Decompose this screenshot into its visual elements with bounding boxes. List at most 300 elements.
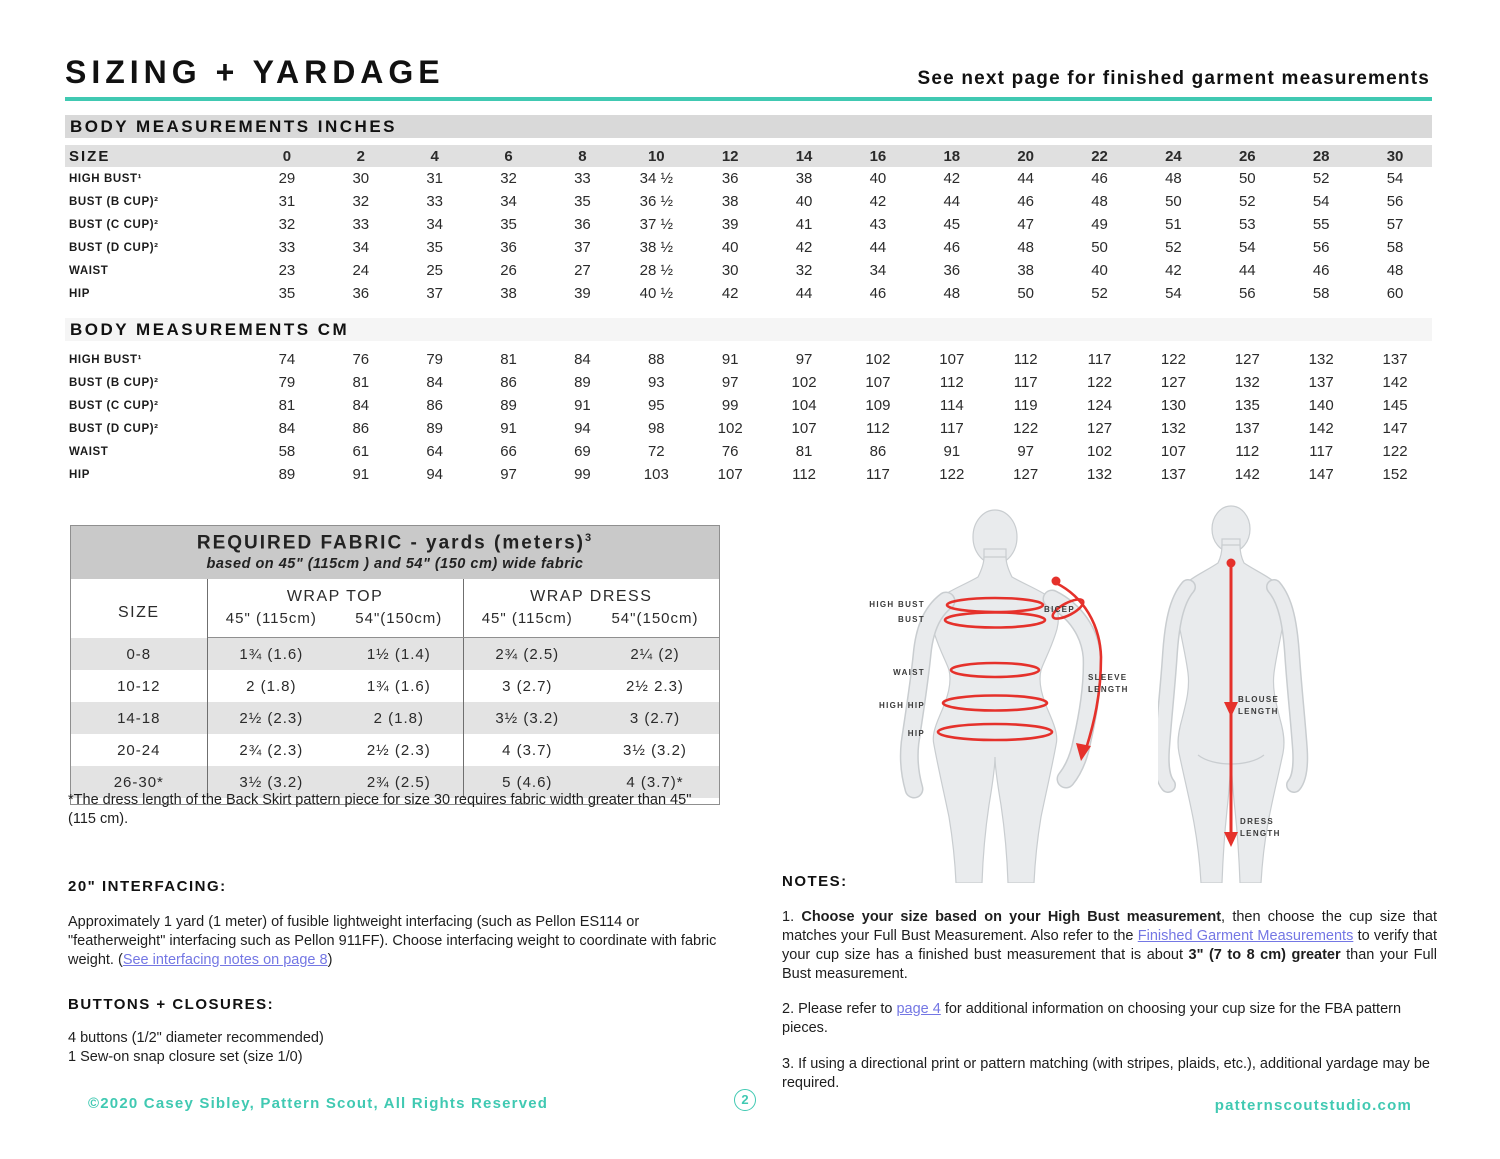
table-cell: 140 bbox=[1308, 397, 1334, 414]
table-cell: 56 bbox=[1386, 193, 1404, 210]
table-cell: 91 bbox=[500, 420, 517, 437]
table-cell: 43 bbox=[869, 216, 887, 233]
table-cell: 46 bbox=[869, 285, 887, 302]
size-col: 8 bbox=[546, 145, 620, 167]
table-cell: 39 bbox=[574, 285, 591, 302]
bust-label: BUST bbox=[898, 615, 925, 624]
measurement-diagram bbox=[850, 500, 1450, 885]
table-cell: 40 bbox=[869, 170, 887, 187]
table-cell: 33 bbox=[574, 170, 591, 187]
cm-section-heading: BODY MEASUREMENTS CM bbox=[65, 318, 1432, 341]
table-cell: 48 bbox=[1017, 239, 1035, 256]
table-cell: 31 bbox=[278, 193, 296, 210]
notes-heading: NOTES: bbox=[782, 873, 848, 890]
buttons-line: 4 buttons (1/2" diameter recommended) bbox=[68, 1030, 324, 1046]
table-cell: 109 bbox=[865, 397, 891, 414]
table-cell: 107 bbox=[939, 351, 965, 368]
table-cell: 127 bbox=[1234, 351, 1260, 368]
row-label: WAIST bbox=[69, 264, 109, 277]
table-cell: 58 bbox=[278, 443, 296, 460]
table-cell: 42 bbox=[795, 239, 813, 256]
table-cell: 74 bbox=[278, 351, 296, 368]
table-cell: 132 bbox=[1087, 466, 1113, 483]
table-cell: 64 bbox=[426, 443, 444, 460]
table-cell: 54 bbox=[1238, 239, 1256, 256]
table-cell: 50 bbox=[1091, 239, 1108, 256]
row-label: 0-8 bbox=[71, 638, 207, 671]
wrap-top-header: WRAP TOP bbox=[207, 579, 463, 607]
table-cell: 42 bbox=[943, 170, 961, 187]
buttons-closures-heading: BUTTONS + CLOSURES: bbox=[68, 996, 275, 1013]
table-cell: 57 bbox=[1386, 216, 1404, 233]
neck-point bbox=[1227, 559, 1236, 568]
table-cell: 1½ (1.4) bbox=[335, 638, 463, 671]
table-cell: 34 bbox=[352, 239, 370, 256]
table-row bbox=[71, 734, 719, 766]
table-cell: 3½ (3.2) bbox=[495, 709, 560, 727]
size-col: 10 bbox=[619, 145, 693, 167]
waist-label: WAIST bbox=[893, 668, 925, 677]
table-cell: 107 bbox=[865, 374, 891, 391]
fabric-size-header: SIZE bbox=[71, 579, 207, 638]
table-cell: 38 ½ bbox=[639, 239, 673, 256]
table-cell: 112 bbox=[939, 374, 964, 391]
size-col: 20 bbox=[989, 145, 1063, 167]
table-cell: 61 bbox=[352, 443, 370, 460]
table-cell: 44 bbox=[1238, 262, 1256, 279]
table-cell: 117 bbox=[865, 466, 890, 483]
size-col: 12 bbox=[693, 145, 767, 167]
table-cell: 32 bbox=[795, 262, 813, 279]
table-cell: 79 bbox=[426, 351, 444, 368]
interfacing-heading: 20" INTERFACING: bbox=[68, 878, 227, 895]
table-cell: 3½ (3.2) bbox=[239, 773, 304, 791]
table-cell: 2¾ (2.3) bbox=[239, 741, 304, 759]
table-cell: 127 bbox=[1087, 420, 1113, 437]
table-cell: 84 bbox=[574, 351, 591, 368]
table-cell: 50 bbox=[1165, 193, 1182, 210]
fabric-subtitle: based on 45" (115cm ) and 54" (150 cm) wide fabric bbox=[206, 556, 584, 573]
col-header: 54"(150cm) bbox=[591, 607, 719, 638]
table-cell: 47 bbox=[1017, 216, 1035, 233]
table-cell: 56 bbox=[1238, 285, 1256, 302]
inches-section bbox=[65, 115, 1432, 305]
table-cell: 122 bbox=[1382, 443, 1408, 460]
table-cell: 53 bbox=[1238, 216, 1256, 233]
accent-divider bbox=[65, 97, 1432, 101]
table-cell: 58 bbox=[1312, 285, 1330, 302]
table-cell: 48 bbox=[1386, 262, 1404, 279]
page-title: SIZING + YARDAGE bbox=[65, 54, 445, 90]
table-cell: 69 bbox=[574, 443, 591, 460]
table-cell: 107 bbox=[1160, 443, 1186, 460]
size-col: 2 bbox=[324, 145, 398, 167]
row-label: HIP bbox=[69, 468, 90, 481]
table-cell: 137 bbox=[1234, 420, 1260, 437]
table-cell: 89 bbox=[500, 397, 517, 414]
table-cell: 31 bbox=[426, 170, 444, 187]
cm-table bbox=[65, 348, 1432, 486]
table-row bbox=[65, 190, 1432, 213]
row-label: BUST (B CUP)² bbox=[69, 376, 159, 389]
table-cell: 117 bbox=[1309, 443, 1334, 460]
table-cell: 55 bbox=[1312, 216, 1330, 233]
dress-length-arrowhead bbox=[1224, 832, 1238, 847]
size-col: 22 bbox=[1063, 145, 1137, 167]
table-cell: 2¾ (2.5) bbox=[495, 645, 560, 663]
table-cell: 48 bbox=[943, 285, 961, 302]
table-cell: 122 bbox=[1013, 420, 1039, 437]
table-cell: 127 bbox=[1160, 374, 1186, 391]
table-cell: 3 (2.7) bbox=[629, 709, 681, 727]
table-cell: 42 bbox=[721, 285, 739, 302]
table-cell: 66 bbox=[500, 443, 517, 460]
row-label: HIP bbox=[69, 287, 90, 300]
table-cell: 36 bbox=[500, 239, 517, 256]
table-cell: 2 (1.8) bbox=[246, 677, 297, 695]
table-row bbox=[65, 394, 1432, 417]
table-cell: 60 bbox=[1386, 285, 1404, 302]
sleeve-length-label: SLEEVE LENGTH bbox=[1088, 673, 1129, 694]
size-header-row bbox=[65, 145, 1432, 167]
row-label: 10-12 bbox=[71, 670, 207, 702]
table-cell: 36 bbox=[943, 262, 961, 279]
row-label: BUST (D CUP)² bbox=[69, 241, 159, 254]
table-cell: 26 bbox=[500, 262, 517, 279]
table-cell: 76 bbox=[721, 443, 739, 460]
table-cell: 137 bbox=[1382, 351, 1408, 368]
table-cell: 2½ (2.3) bbox=[239, 709, 304, 727]
table-row bbox=[65, 259, 1432, 282]
table-cell: 30 bbox=[352, 170, 370, 187]
table-cell: 45 bbox=[943, 216, 961, 233]
table-cell: 5 (4.6) bbox=[502, 773, 553, 791]
table-cell: 40 ½ bbox=[639, 285, 673, 302]
table-row bbox=[65, 417, 1432, 440]
table-cell: 44 bbox=[1017, 170, 1035, 187]
table-cell: 127 bbox=[1013, 466, 1039, 483]
table-cell: 122 bbox=[1087, 374, 1113, 391]
table-cell: 95 bbox=[647, 397, 665, 414]
table-cell: 142 bbox=[1234, 466, 1260, 483]
page-number-badge: 2 bbox=[734, 1089, 756, 1111]
table-row bbox=[65, 348, 1432, 371]
table-cell: 94 bbox=[574, 420, 591, 437]
bicep-label: BICEP bbox=[1044, 605, 1075, 614]
table-cell: 3½ (3.2) bbox=[623, 741, 687, 759]
row-label: 20-24 bbox=[71, 734, 207, 766]
table-cell: 99 bbox=[721, 397, 739, 414]
table-cell: 112 bbox=[865, 420, 890, 437]
table-cell: 54 bbox=[1312, 193, 1330, 210]
row-label: 14-18 bbox=[71, 702, 207, 734]
table-cell: 41 bbox=[795, 216, 813, 233]
table-cell: 42 bbox=[1165, 262, 1182, 279]
table-cell: 137 bbox=[1160, 466, 1186, 483]
table-cell: 130 bbox=[1160, 397, 1186, 414]
table-cell: 46 bbox=[1091, 170, 1108, 187]
row-label: BUST (C CUP)² bbox=[69, 399, 159, 412]
interfacing-text: Approximately 1 yard (1 meter) of fusible lightweight interfacing (such as Pellon ES114 or "featherweight" interfacing such as Pellon 911FF). Choose interfacing weight to coordinate with fabric weight. ( bbox=[68, 914, 717, 968]
table-cell: 48 bbox=[1165, 170, 1182, 187]
table-cell: 124 bbox=[1087, 397, 1113, 414]
fabric-group-header-row bbox=[71, 579, 719, 607]
footer-website: patternscoutstudio.com bbox=[1214, 1097, 1412, 1114]
table-cell: 37 ½ bbox=[639, 216, 673, 233]
size-col: 18 bbox=[915, 145, 989, 167]
high-bust-label: HIGH BUST bbox=[869, 600, 925, 609]
table-cell: 81 bbox=[500, 351, 517, 368]
table-cell: 107 bbox=[717, 466, 743, 483]
interfacing-text-close: ) bbox=[327, 951, 333, 968]
table-cell: 132 bbox=[1234, 374, 1260, 391]
table-row bbox=[65, 282, 1432, 305]
inches-section-heading: BODY MEASUREMENTS INCHES bbox=[65, 115, 1432, 138]
table-cell: 88 bbox=[647, 351, 665, 368]
table-cell: 2¾ (2.5) bbox=[335, 766, 463, 798]
row-label: HIGH BUST¹ bbox=[69, 353, 143, 366]
table-cell: 89 bbox=[574, 374, 591, 391]
table-cell: 117 bbox=[1087, 351, 1112, 368]
table-cell: 137 bbox=[1308, 374, 1334, 391]
table-cell: 117 bbox=[1013, 374, 1038, 391]
table-cell: 35 bbox=[426, 239, 444, 256]
table-cell: 102 bbox=[865, 351, 891, 368]
table-row bbox=[65, 371, 1432, 394]
table-cell: 97 bbox=[721, 374, 739, 391]
table-cell: 25 bbox=[426, 262, 444, 279]
table-cell: 4 (3.7) bbox=[502, 741, 553, 759]
col-header: 45" (115cm) bbox=[207, 607, 335, 638]
row-label: BUST (B CUP)² bbox=[69, 195, 159, 208]
table-cell: 42 bbox=[869, 193, 887, 210]
finished-garment-measurements-link[interactable]: Finished Garment Measurements bbox=[1137, 927, 1354, 944]
row-label: HIGH BUST¹ bbox=[69, 172, 143, 185]
table-cell: 84 bbox=[278, 420, 296, 437]
high-hip-label: HIGH HIP bbox=[879, 701, 925, 710]
size-col: 4 bbox=[398, 145, 472, 167]
header-note: See next page for finished garment measurements bbox=[917, 68, 1430, 89]
cm-section bbox=[65, 318, 1432, 486]
table-cell: 35 bbox=[278, 285, 296, 302]
table-cell: 23 bbox=[278, 262, 296, 279]
table-cell: 86 bbox=[426, 397, 444, 414]
size-col: 0 bbox=[250, 145, 324, 167]
note-3: 3. If using a directional print or pattern matching (with stripes, plaids, etc.), additional yardage may be required. bbox=[782, 1056, 1430, 1091]
note-1-bold-2: 3" (7 to 8 cm) greater bbox=[1188, 946, 1341, 963]
size-col: 24 bbox=[1137, 145, 1211, 167]
table-cell: 132 bbox=[1160, 420, 1186, 437]
page-4-link[interactable]: page 4 bbox=[896, 1001, 941, 1017]
table-cell: 29 bbox=[278, 170, 296, 187]
table-cell: 34 bbox=[500, 193, 517, 210]
table-cell: 37 bbox=[426, 285, 444, 302]
table-cell: 135 bbox=[1234, 397, 1260, 414]
table-cell: 112 bbox=[1235, 443, 1260, 460]
table-cell: 94 bbox=[426, 466, 444, 483]
table-cell: 81 bbox=[795, 443, 813, 460]
table-cell: 33 bbox=[352, 216, 370, 233]
table-cell: 2 (1.8) bbox=[335, 702, 463, 734]
table-cell: 93 bbox=[647, 374, 665, 391]
fabric-title-superscript: 3 bbox=[585, 532, 594, 544]
table-cell: 35 bbox=[574, 193, 591, 210]
table-cell: 102 bbox=[1087, 443, 1113, 460]
size-col: 16 bbox=[841, 145, 915, 167]
note-1: 1. Choose your size based on your High Bust measurement, then choose the cup size that matches your Full Bust Measurement. Also refer to the Finished Garment Measurements to verify that your cup size has a finished bust measurement that is about 3" (7 to 8 cm) greater than your Full Bust measurement. bbox=[782, 909, 1438, 982]
table-cell: 52 bbox=[1165, 239, 1182, 256]
table-cell: 122 bbox=[1160, 351, 1186, 368]
table-cell: 44 bbox=[943, 193, 961, 210]
size-header-label: SIZE bbox=[65, 145, 250, 167]
table-cell: 36 bbox=[352, 285, 370, 302]
table-cell: 50 bbox=[1017, 285, 1035, 302]
buttons-line: 1 Sew-on snap closure set (size 1/0) bbox=[68, 1049, 303, 1066]
size-col: 6 bbox=[472, 145, 546, 167]
col-header: 54"(150cm) bbox=[335, 607, 463, 638]
note-1-number: 1. bbox=[782, 909, 802, 925]
table-cell: 39 bbox=[721, 216, 739, 233]
table-cell: 44 bbox=[795, 285, 813, 302]
table-cell: 142 bbox=[1308, 420, 1334, 437]
table-cell: 34 ½ bbox=[639, 170, 673, 187]
table-cell: 117 bbox=[939, 420, 964, 437]
table-cell: 152 bbox=[1382, 466, 1408, 483]
table-cell: 56 bbox=[1312, 239, 1330, 256]
table-cell: 132 bbox=[1308, 351, 1334, 368]
table-cell: 91 bbox=[574, 397, 591, 414]
buttons-closures-list bbox=[68, 1029, 723, 1067]
interfacing-paragraph bbox=[68, 913, 723, 970]
table-cell: 52 bbox=[1091, 285, 1108, 302]
table-row bbox=[65, 463, 1432, 486]
table-cell: 38 bbox=[795, 170, 813, 187]
table-cell: 97 bbox=[500, 466, 517, 483]
table-cell: 76 bbox=[352, 351, 370, 368]
row-label: 26-30* bbox=[71, 766, 207, 798]
note-1-bold: Choose your size based on your High Bust measurement bbox=[801, 909, 1222, 925]
table-cell: 104 bbox=[791, 397, 817, 414]
table-cell: 86 bbox=[352, 420, 370, 437]
blouse-length-label: BLOUSE LENGTH bbox=[1238, 695, 1280, 716]
required-fabric-table bbox=[70, 525, 720, 805]
size-col: 28 bbox=[1284, 145, 1358, 167]
table-cell: 33 bbox=[278, 239, 296, 256]
table-cell: 34 bbox=[869, 262, 887, 279]
table-cell: 89 bbox=[278, 466, 296, 483]
table-cell: 103 bbox=[643, 466, 669, 483]
table-cell: 84 bbox=[426, 374, 444, 391]
table-cell: 91 bbox=[352, 466, 370, 483]
table-cell: 34 bbox=[426, 216, 444, 233]
table-cell: 30 bbox=[721, 262, 739, 279]
table-cell: 33 bbox=[426, 193, 444, 210]
table-cell: 91 bbox=[721, 351, 739, 368]
table-cell: 38 bbox=[500, 285, 517, 302]
table-cell: 81 bbox=[352, 374, 370, 391]
table-cell: 147 bbox=[1382, 420, 1408, 437]
table-cell: 3 (2.7) bbox=[502, 677, 553, 695]
table-cell: 36 ½ bbox=[639, 193, 673, 210]
table-cell: 50 bbox=[1238, 170, 1256, 187]
table-cell: 48 bbox=[1091, 193, 1108, 210]
inches-table bbox=[65, 145, 1432, 305]
table-cell: 46 bbox=[1312, 262, 1330, 279]
table-cell: 102 bbox=[791, 374, 817, 391]
table-cell: 52 bbox=[1238, 193, 1256, 210]
table-cell: 86 bbox=[869, 443, 887, 460]
table-cell: 44 bbox=[869, 239, 887, 256]
row-label: WAIST bbox=[69, 445, 109, 458]
table-cell: 97 bbox=[795, 351, 813, 368]
table-cell: 32 bbox=[352, 193, 370, 210]
table-cell: 2½ 2.3) bbox=[626, 677, 684, 695]
fabric-footnote: *The dress length of the Back Skirt pattern piece for size 30 requires fabric width greater than 45" (115 cm). bbox=[68, 792, 692, 827]
table-cell: 32 bbox=[278, 216, 296, 233]
table-cell: 89 bbox=[426, 420, 444, 437]
size-col: 30 bbox=[1358, 145, 1432, 167]
table-cell: 99 bbox=[574, 466, 591, 483]
fabric-table-title bbox=[71, 526, 719, 579]
table-cell: 40 bbox=[1091, 262, 1108, 279]
table-cell: 36 bbox=[721, 170, 739, 187]
table-cell: 52 bbox=[1312, 170, 1330, 187]
table-cell: 40 bbox=[721, 239, 739, 256]
table-cell: 147 bbox=[1308, 466, 1334, 483]
wrap-dress-header: WRAP DRESS bbox=[530, 588, 653, 606]
table-cell: 142 bbox=[1382, 374, 1408, 391]
table-cell: 145 bbox=[1382, 397, 1408, 414]
table-cell: 122 bbox=[939, 466, 965, 483]
table-cell: 46 bbox=[943, 239, 961, 256]
table-cell: 51 bbox=[1165, 216, 1182, 233]
table-cell: 114 bbox=[939, 397, 964, 414]
footer-copyright: ©2020 Casey Sibley, Pattern Scout, All Rights Reserved bbox=[88, 1095, 549, 1112]
note-2: 2. Please refer to page 4 for additional information on choosing your cup size for the FBA pattern pieces. bbox=[782, 1001, 1402, 1036]
table-row bbox=[65, 213, 1432, 236]
table-cell: 107 bbox=[791, 420, 817, 437]
table-cell: 81 bbox=[278, 397, 296, 414]
col-header: 45" (115cm) bbox=[463, 607, 591, 638]
table-row bbox=[71, 638, 719, 671]
table-cell: 35 bbox=[500, 216, 517, 233]
size-col: 14 bbox=[767, 145, 841, 167]
table-row bbox=[71, 702, 719, 734]
table-cell: 1¾ (1.6) bbox=[335, 670, 463, 702]
table-cell: 54 bbox=[1165, 285, 1182, 302]
interfacing-notes-link[interactable]: See interfacing notes on page 8 bbox=[122, 951, 328, 968]
table-cell: 1¾ (1.6) bbox=[239, 645, 304, 663]
table-cell: 54 bbox=[1386, 170, 1404, 187]
table-cell: 79 bbox=[278, 374, 296, 391]
table-row bbox=[65, 236, 1432, 259]
row-label: BUST (D CUP)² bbox=[69, 422, 159, 435]
table-cell: 2¼ (2) bbox=[630, 645, 680, 663]
table-cell: 37 bbox=[574, 239, 591, 256]
table-cell: 72 bbox=[647, 443, 665, 460]
table-row bbox=[65, 167, 1432, 190]
table-cell: 2½ (2.3) bbox=[335, 734, 463, 766]
size-col: 26 bbox=[1210, 145, 1284, 167]
table-cell: 38 bbox=[1017, 262, 1035, 279]
table-cell: 119 bbox=[1013, 397, 1038, 414]
table-cell: 46 bbox=[1017, 193, 1035, 210]
table-cell: 38 bbox=[721, 193, 739, 210]
table-cell: 112 bbox=[792, 466, 817, 483]
table-cell: 24 bbox=[352, 262, 370, 279]
table-cell: 112 bbox=[1013, 351, 1038, 368]
row-label: BUST (C CUP)² bbox=[69, 218, 159, 231]
